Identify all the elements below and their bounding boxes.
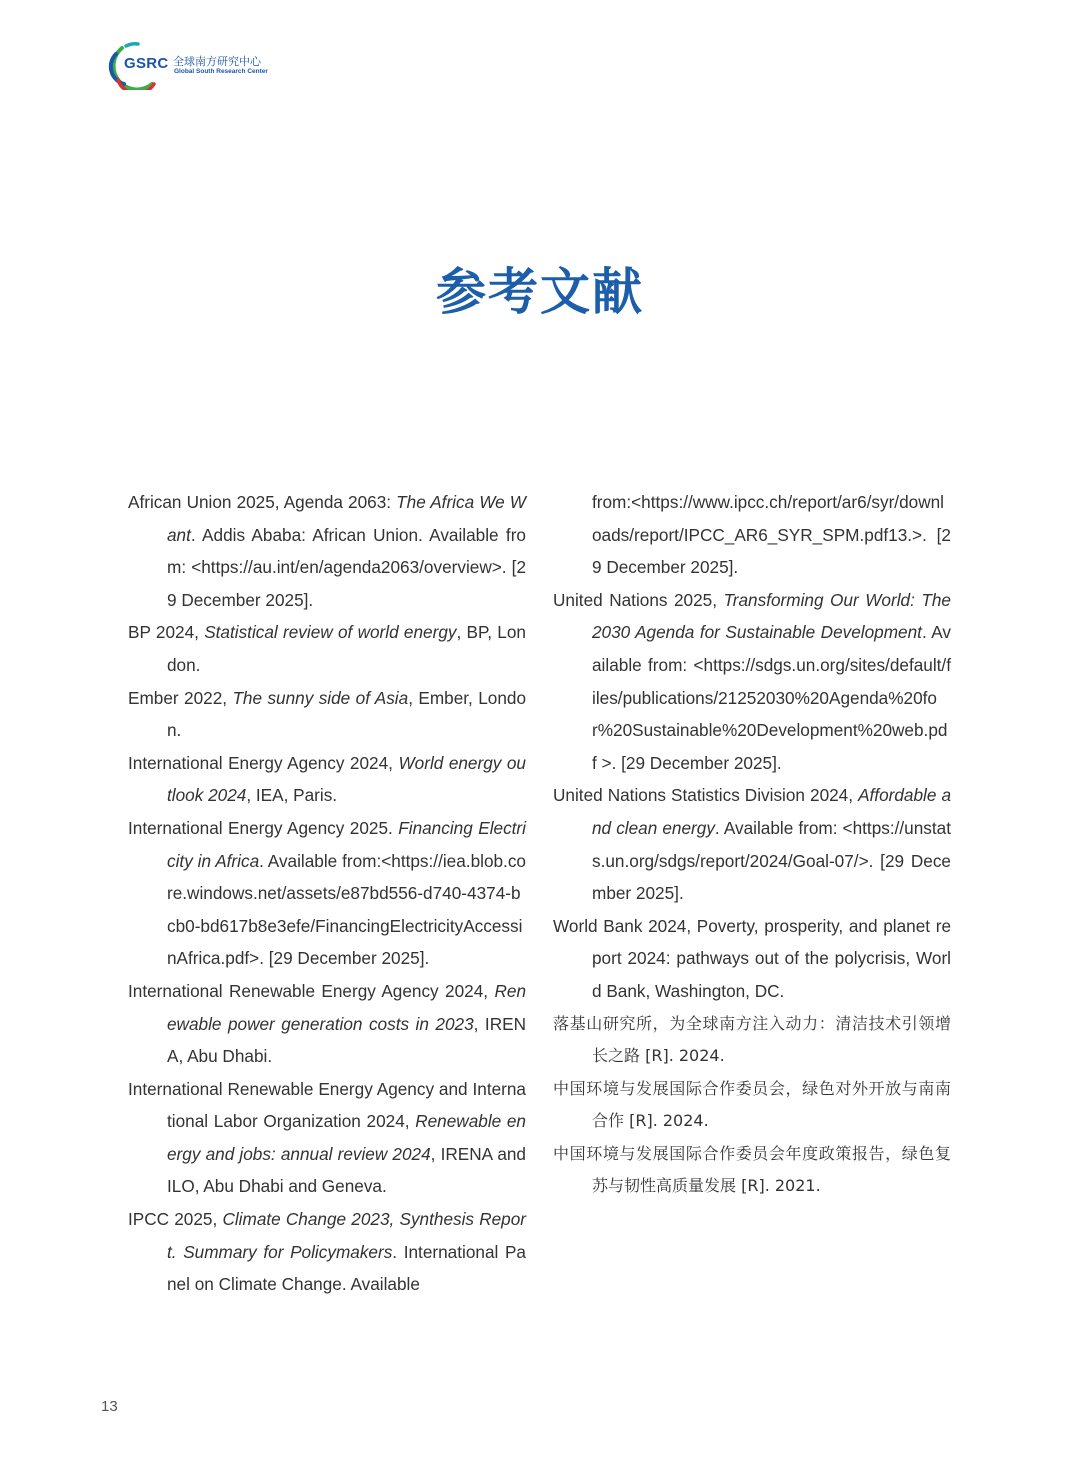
reference-entry [128,682,526,747]
reference-text: 中国环境与发展国际合作委员会，绿色对外开放与南南合作 [R]. 2024. [553,1078,951,1131]
logo-english-name: Global South Research Center [174,68,268,75]
reference-entry [128,747,526,812]
reference-title: Renewable power generation costs in 2023 [167,980,526,1034]
reference-text: IPCC 2025, [128,1209,223,1230]
reference-entry [128,486,526,616]
reference-entry [553,1138,951,1203]
reference-text: Ember 2022, [128,687,233,708]
reference-entry [128,812,526,975]
reference-text: from:<https://www.ipcc.ch/report/ar6/syr/downloads/report/IPCC_AR6_SYR_SPM.pdf13.>. [29 December 2025]. [592,492,951,578]
reference-text: , IEA, Paris. [246,785,338,806]
reference-text: , Ember, London. [167,687,527,741]
reference-title: Climate Change 2023, Synthesis Report. Summary for Policymakers [167,1209,527,1262]
reference-text: . Available from:<https://iea.blob.core.windows.net/assets/e87bd556-d740-4374-bcb0-bd617b8e3efe/FinancingElectricityAccessinAfrica.pdf>. [29 December 2025]. [167,850,526,969]
reference-text: International Energy Agency 2024, [128,752,399,773]
reference-title: Financing Electricity in Africa [167,817,526,871]
reference-title: World energy outlook 2024 [167,752,526,806]
references-right-column [553,486,951,1203]
reference-title: The Africa We Want [167,492,526,545]
reference-text: International Renewable Energy Agency and International Labor Organization 2024, [128,1078,526,1132]
reference-entry [128,975,526,1073]
reference-entry [553,1073,951,1138]
reference-entry [128,616,526,681]
gsrc-logo [102,40,302,92]
reference-entry [553,779,951,909]
reference-text: . Available from: <https://unstats.un.org/sdgs/report/2024/Goal-07/>. [29 December 2025]. [592,817,952,904]
reference-title: Transforming Our World: The 2030 Agenda for Sustainable Development [592,589,951,643]
page-title: 参考文献 [436,263,644,321]
reference-text: International Renewable Energy Agency 2024, [128,980,495,1001]
logo-chinese-name: 全球南方研究中心 [173,55,261,68]
reference-text: , BP, London. [167,622,526,675]
reference-text: United Nations 2025, [553,589,724,610]
reference-title: Statistical review of world energy [204,622,457,643]
reference-text: BP 2024, [128,622,205,643]
reference-text: 落基山研究所，为全球南方注入动力：清洁技术引领增长之路 [R]. 2024. [553,1013,951,1066]
reference-title: Affordable and clean energy [592,785,952,838]
reference-entry [553,1008,951,1073]
reference-text: . Available from: <https://sdgs.un.org/sites/default/files/publications/21252030%20Agenda%20for%20Sustainable%20Development%20web.pdf >. [29 December 2025]. [592,622,951,773]
references-left-column [128,486,526,1301]
reference-text: United Nations Statistics Division 2024, [553,785,859,806]
reference-text: International Energy Agency 2025. [128,817,399,838]
reference-title: Renewable energy and jobs: annual review 2024 [167,1111,526,1164]
reference-text: , IRENA and ILO, Abu Dhabi and Geneva. [167,1143,526,1197]
reference-entry [553,584,951,780]
reference-text: World Bank 2024, Poverty, prosperity, and planet report 2024: pathways out of the polycrisis, World Bank, Washington, DC. [553,915,951,1001]
logo-abbreviation: GSRC [124,55,169,72]
page-number: 13 [101,1398,118,1415]
reference-title: The sunny side of Asia [232,687,409,708]
reference-text: 中国环境与发展国际合作委员会年度政策报告，绿色复苏与韧性高质量发展 [R]. 2021. [553,1143,951,1196]
reference-entry [553,910,951,1008]
reference-entry [128,1203,526,1301]
reference-entry [553,486,951,584]
reference-text: . Addis Ababa: African Union. Available from: <https://au.int/en/agenda2063/overview>. [29 December 2025]. [167,524,526,610]
reference-text: , IRENA, Abu Dhabi. [167,1013,526,1067]
reference-text: . International Panel on Climate Change. Available [167,1241,526,1295]
reference-entry [128,1073,526,1203]
reference-text: African Union 2025, Agenda 2063: [128,492,397,512]
